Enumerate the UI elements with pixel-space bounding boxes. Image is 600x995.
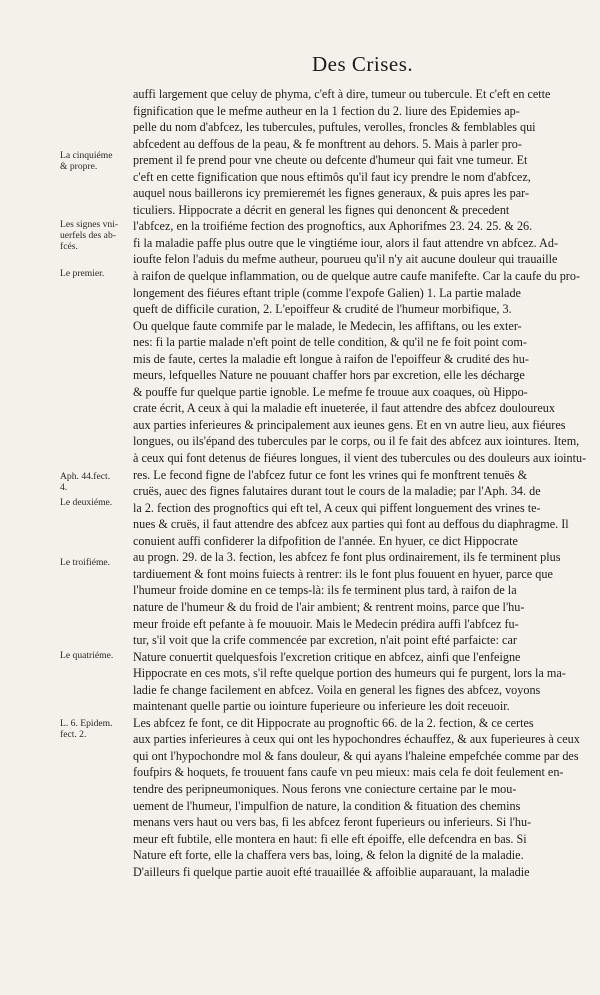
side-note-line: & propre.: [60, 161, 98, 172]
text-line: Hippocrate en ces mots, s'il refte quelque portion des humeurs qui fe purgent, lors la ma-: [133, 666, 566, 681]
side-note-quatrieme: [60, 650, 132, 661]
text-line: longement des fiéures eftant triple (comme l'expofe Galien) 1. La partie malade: [133, 285, 521, 300]
text-line: uement de l'humeur, l'impulfion de nature, la condition & fituation des chemins: [133, 798, 521, 813]
text-line: à raifon de quelque inflammation, ou de quelque autre caufe manifefte. Car la caufe du pro-: [133, 269, 581, 284]
text-line: aux parties inferieures à ceux qui ont les hypochondres échauffez, & aux fuperieures à ceux: [133, 732, 580, 747]
text-line: Ou quelque faute commife par le malade, le Medecin, les affiftans, ou les exter-: [133, 318, 522, 333]
text-line: nes: fi la partie malade n'eft point de telle condition, & qu'il ne fe foit point com-: [133, 335, 527, 350]
text-line: au progn. 29. de la 3. fection, les abfcez fe font plus ordinairement, ils fe terminent plus: [133, 550, 561, 565]
text-line: qui ont l'hypochondre mol & fans douleur, & qui ayans l'haleine empefchée comme par des: [133, 748, 579, 763]
text-line: l'humeur froide domine en ce temps-là: ils fe terminent plus tard, à raifon de la: [133, 583, 517, 598]
text-line: & pouffe fur quelque partie ignoble. Le mefme fe trouue aux coaques, où Hippo-: [133, 384, 528, 399]
text-line: aux parties inferieures & principalement aux ieunes gens. Et en vn autre lieu, aux fiéures: [133, 417, 566, 432]
side-note-premier: [60, 268, 132, 279]
main-text-column: [133, 86, 599, 880]
text-line: res. Le fecond figne de l'abfcez futur ce font les vrines qui fe monftrent tenuës &: [133, 467, 528, 482]
text-line: nature de l'humeur & du froid de l'air ambient; & rentrent moins, parce que l'hu-: [133, 599, 525, 614]
side-note-line: Les signes vni-: [60, 219, 119, 230]
text-line: menans vers haut ou vers bas, fi les abfcez feront fuperieurs ou inferieurs. Si l'hu-: [133, 815, 532, 830]
text-line: meur eft fubtile, elle montera en haut: fi elle eft époiffe, elle defcendra en bas. Si: [133, 831, 527, 846]
text-line: prement il fe prend pour vne cheute ou defcente d'humeur qui fait vne tumeur. Et: [133, 153, 528, 168]
side-note-aph-44: [60, 471, 132, 493]
side-note-line: fect. 2.: [60, 729, 87, 740]
text-line: D'ailleurs fi quelque partie auoit efté trauaillée & affoiblie auparauant, la maladie: [133, 864, 530, 879]
side-note-cinquieme: [60, 150, 132, 172]
text-line: tardiuement & font moins fuiects à rentrer: ils le font plus fouuent en hyuer, parce que: [133, 566, 553, 581]
side-note-troisieme: [60, 557, 132, 568]
text-line: meurs, lefquelles Nature ne pouuant chaffer hors par excretion, elle les décharge: [133, 368, 525, 383]
side-note-line: Le quatriéme.: [60, 650, 114, 661]
text-line: queft de difficile curation, 2. L'epoiffeur & crudité de l'humeur morbifique, 3.: [133, 302, 512, 317]
text-line: mis de faute, certes la maladie eft longue à raifon de l'epoiffeur & crudité des hu-: [133, 351, 529, 366]
text-line: meur froide eft pefante à fe mouuoir. Mais le Medecin prédira auffi l'abfcez fu-: [133, 616, 519, 631]
text-line: auquel nous baillerons icy premieremét les fignes generaux, & puis apres les par-: [133, 186, 530, 201]
side-note-epidem: [60, 718, 132, 740]
text-line: abfcedent au deffous de la peau, & fe monftrent au dehors. 5. Mais à parler pro-: [133, 136, 522, 151]
text-line: foufpirs & hoquets, fe trouuent fans caufe vn peu mieux: mais cela fe doit feulement en-: [133, 765, 564, 780]
side-note-line: 4.: [60, 482, 68, 493]
text-line: à ceux qui font detenus de fiéures longues, il vient des tubercules ou des douleurs aux iointu-: [133, 451, 587, 466]
text-line: Les abfcez fe font, ce dit Hippocrate au prognoftic 66. de la 2. fection, & ce certes: [133, 715, 534, 730]
side-note-deuxieme: [60, 497, 132, 508]
text-line: pelle du nom d'abfcez, les tubercules, puftules, verolles, froncles & femblables qui: [133, 120, 536, 135]
text-line: tendre des peripneumoniques. Nous ferons vne coniecture certaine par le mou-: [133, 781, 517, 796]
text-line: ladie fe change facilement en abfcez. Voila en general les fignes des abfcez, voyons: [133, 682, 541, 697]
text-line: fignification que le mefme autheur en la 1 fection du 2. liure des Epidemies ap-: [133, 103, 520, 118]
text-line: Nature eft forte, elle la chaffera vers bas, loing, & felon la dignité de la maladie.: [133, 848, 524, 863]
running-head: Des Crises.: [312, 52, 414, 76]
side-note-line: L. 6. Epidem.: [60, 718, 113, 729]
text-line: auffi largement que celuy de phyma, c'eft à dire, tumeur ou tubercule. Et c'eft en cette: [133, 87, 551, 101]
text-line: crate écrit, A ceux à qui la maladie eft inueterée, il faut attendre des abfcez douloureux: [133, 401, 555, 416]
text-line: l'abfcez, en la troifiéme fection des prognoftics, aux Aphorifmes 23. 24. 25. & 26.: [133, 219, 533, 234]
text-line: c'eft en cette fignification que nous eftimôs qu'il faut icy prendre le nom d'abfcez,: [133, 169, 531, 184]
text-line: cruës, auec des fignes falutaires durant tout le cours de la maladie; par l'Aph. 34. de: [133, 484, 541, 499]
side-note-line: Aph. 44.fect.: [60, 471, 111, 482]
side-note-line: uerfels des ab-: [60, 230, 116, 241]
text-line: tur, s'il voit que la crife commencée par excretion, n'ait point efté parfaicte: car: [133, 633, 517, 648]
side-note-signes: [60, 219, 132, 252]
text-line: longues, ou ils'épand des tubercules par le corps, ou il fe fait des abfcez aux iointures. Item,: [133, 434, 580, 449]
text-line: la 2. fection des prognoftics qui eft tel, A ceux qui piffent longuement des vrines te-: [133, 500, 541, 515]
text-line: ioufte felon l'aduis du mefme autheur, pourueu qu'il n'y ait aucune douleur qui trauaille: [133, 252, 558, 267]
text-line: Nature conuertit quelquesfois l'excretion critique en abfcez, ainfi que l'enfeigne: [133, 649, 521, 664]
text-line: ticuliers. Hippocrate a décrit en general les fignes qui denoncent & precedent: [133, 202, 510, 217]
text-line: nues & cruës, il faut attendre des abfcez aux parties qui font au deffous du diaphragme. Il: [133, 517, 569, 532]
text-line: fi la maladie paffe plus outre que le vingtiéme iour, alors il faut attendre vn abfcez. Ad-: [133, 235, 559, 250]
side-note-line: La cinquiéme: [60, 150, 113, 161]
side-note-line: Le deuxiéme.: [60, 497, 113, 508]
side-note-line: Le troifiéme.: [60, 557, 111, 568]
side-note-line: Le premier.: [60, 268, 105, 279]
text-line: maintenant quelle partie ou iointure fuperieure ou inferieure les doit receuoir.: [133, 699, 510, 714]
side-note-line: fcés.: [60, 241, 78, 252]
text-line: conuient auffi confiderer la difpofition de l'année. En hyuer, ce dict Hippocrate: [133, 533, 518, 548]
